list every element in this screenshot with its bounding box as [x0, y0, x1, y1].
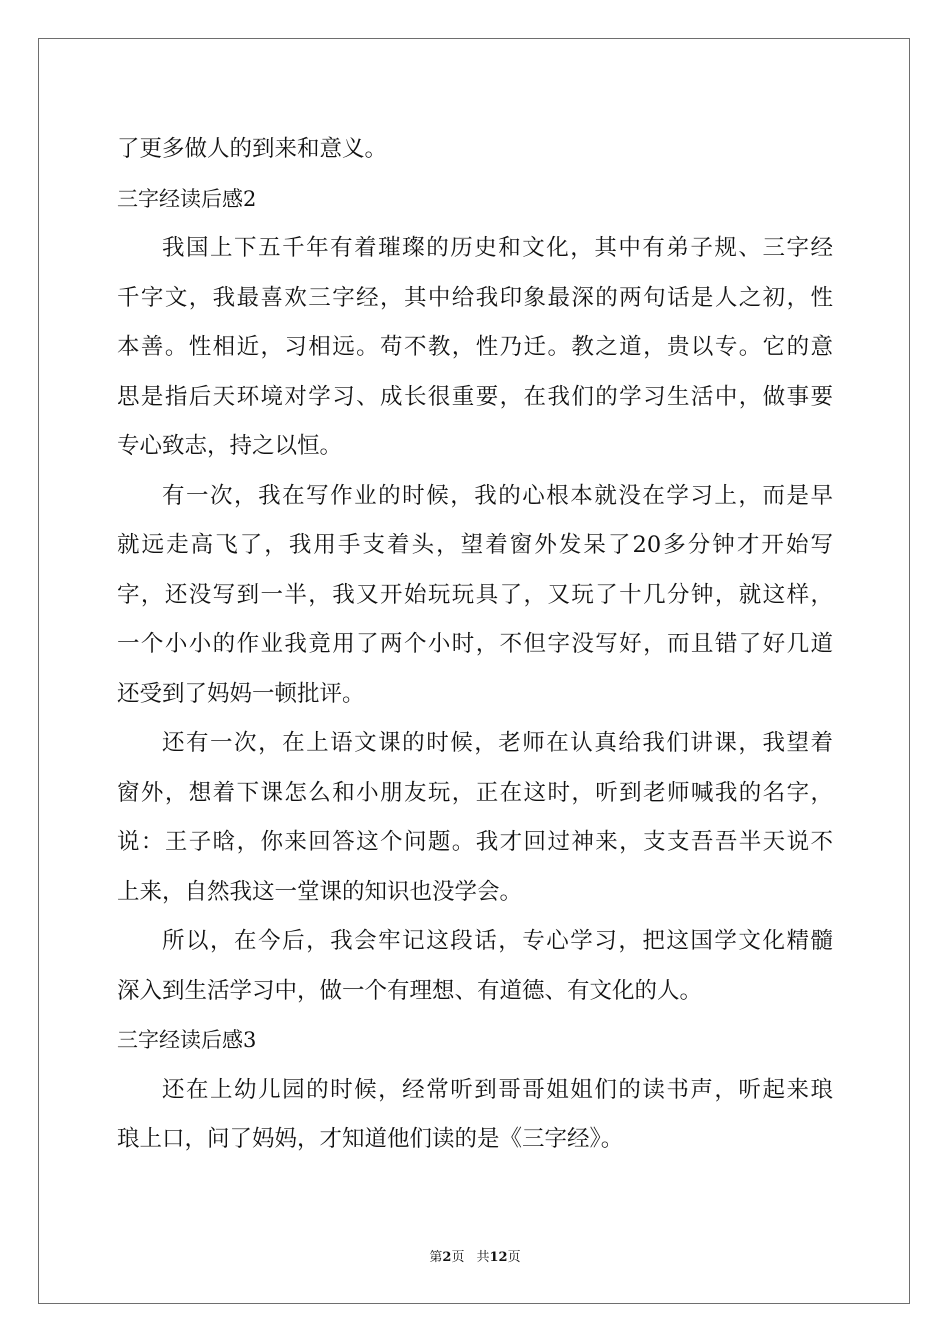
heading-text: 三字经读后感2 [117, 186, 257, 211]
heading-text: 三字经读后感3 [117, 1028, 257, 1052]
footer-total-number: 12 [489, 1250, 508, 1265]
paragraph-line: 一个小小的作业我竟用了两个小时，不但字没写好，而且错了好几道 [117, 631, 833, 657]
paragraph-line: 深入到生活学习中，做一个有理想、有道德、有文化的人。 [117, 977, 703, 1004]
paragraph-line: 说：王子晗，你来回答这个问题。我才回过神来，支支吾吾半天说不 [117, 829, 833, 855]
paragraph-line: 还受到了妈妈一顿批评。 [117, 680, 365, 707]
paragraph-line: 所以，在今后，我会牢记这段话，专心学习，把这国学文化精髓 [162, 928, 833, 954]
paragraph-line: 有一次，我在写作业的时候，我的心根本就没在学习上，而是早 [162, 482, 833, 509]
paragraph-line: 还有一次，在上语文课的时候，老师在认真给我们讲课，我望着 [162, 730, 833, 756]
paragraph-line: 本善。性相近，习相远。苟不教，性乃迁。教之道，贵以专。它的意 [117, 334, 833, 360]
paragraph [117, 719, 833, 917]
footer-page-suffix: 页 [451, 1250, 465, 1265]
footer-page-number: 2 [442, 1250, 452, 1265]
paragraph-line: 我国上下五千年有着璀璨的历史和文化，其中有弟子规、三字经 [162, 235, 833, 261]
paragraph [117, 472, 833, 720]
paragraph-line: 字，还没写到一半，我又开始玩玩具了，又玩了十几分钟，就这样， [117, 581, 833, 608]
footer-page-prefix: 第 [429, 1250, 443, 1265]
section-heading [117, 175, 833, 225]
paragraph-line: 思是指后天环境对学习、成长很重要，在我们的学习生活中，做事要 [117, 383, 833, 410]
footer-total-prefix: 共 [476, 1250, 490, 1265]
paragraph-line: 窗外，想着下课怎么和小朋友玩，正在这时，听到老师喊我的名字， [117, 779, 833, 806]
paragraph-line: 还在上幼儿园的时候，经常听到哥哥姐姐们的读书声，听起来琅 [162, 1076, 833, 1103]
paragraph-line: 上来，自然我这一堂课的知识也没学会。 [117, 878, 523, 905]
document-body [117, 125, 833, 1165]
section-heading [117, 1016, 833, 1066]
footer-total-suffix: 页 [507, 1250, 521, 1265]
paragraph-line: 千字文，我最喜欢三字经，其中给我印象最深的两句话是人之初，性 [117, 284, 833, 311]
page-footer [0, 1246, 950, 1265]
paragraph [117, 917, 833, 1016]
paragraph [117, 224, 833, 472]
paragraph-line: 了更多做人的到来和意义。 [117, 136, 388, 162]
paragraph-line: 琅上口，问了妈妈，才知道他们读的是《三字经》。 [117, 1126, 624, 1152]
paragraph-line: 就远走高飞了，我用手支着头，望着窗外发呆了20多分钟才开始写 [117, 532, 833, 558]
paragraph-line: 专心致志，持之以恒。 [117, 433, 343, 459]
paragraph [117, 125, 833, 175]
paragraph [117, 1066, 833, 1165]
